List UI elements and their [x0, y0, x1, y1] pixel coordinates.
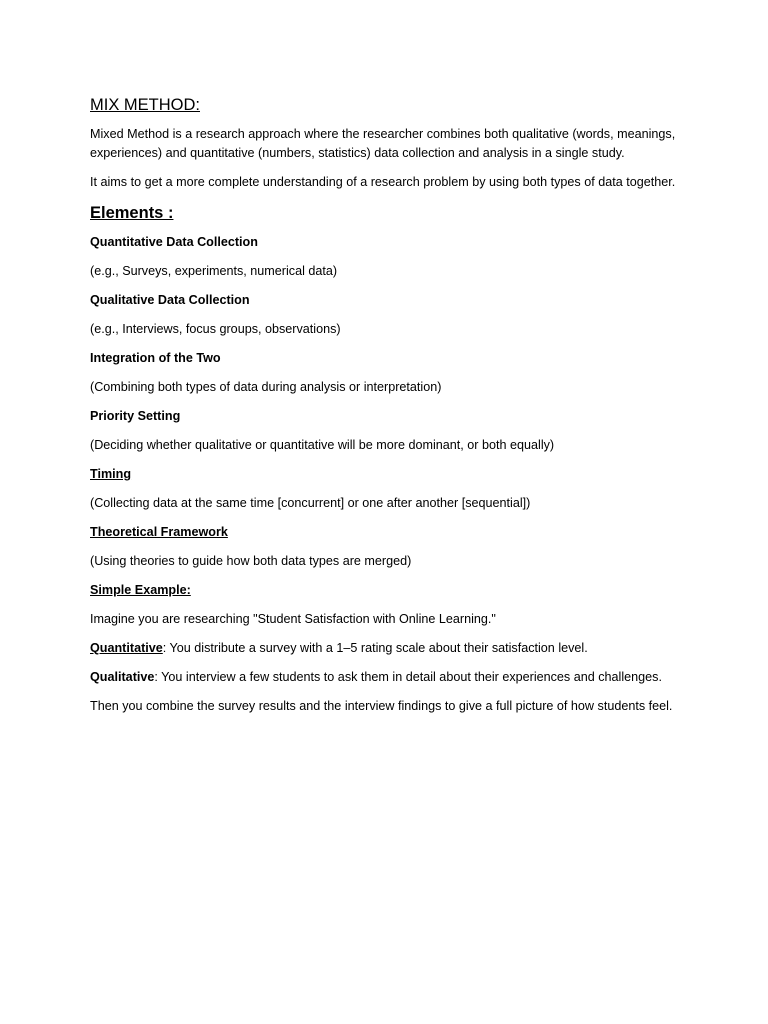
example-conclusion: Then you combine the survey results and the interview findings to give a full picture of how students feel.: [90, 699, 673, 713]
element-heading-framework: Theoretical Framework: [90, 525, 228, 539]
element-desc-priority: (Deciding whether qualitative or quantitative will be more dominant, or both equally): [90, 438, 555, 452]
example-quantitative-text: : You distribute a survey with a 1–5 rating scale about their satisfaction level.: [162, 641, 588, 655]
element-heading-integration: Integration of the Two: [90, 351, 221, 365]
example-intro: Imagine you are researching "Student Satisfaction with Online Learning.": [90, 612, 496, 626]
example-qualitative-label: Qualitative: [90, 670, 155, 684]
document-page: [90, 94, 680, 726]
element-desc-qualitative: (e.g., Interviews, focus groups, observations): [90, 322, 341, 336]
example-heading: Simple Example:: [90, 583, 191, 597]
element-heading-timing: Timing: [90, 467, 132, 481]
element-desc-quantitative: (e.g., Surveys, experiments, numerical data): [90, 264, 338, 278]
example-qualitative-text: : You interview a few students to ask them in detail about their experiences and challenges.: [154, 670, 662, 684]
element-desc-integration: (Combining both types of data during analysis or interpretation): [90, 380, 442, 394]
page-title: MIX METHOD:: [90, 96, 200, 114]
element-desc-framework: (Using theories to guide how both data types are merged): [90, 554, 412, 568]
element-heading-priority: Priority Setting: [90, 409, 181, 423]
element-heading-quantitative: Quantitative Data Collection: [90, 235, 258, 249]
intro-paragraph-2: It aims to get a more complete understanding of a research problem by using both types of data together.: [90, 175, 676, 189]
element-heading-qualitative: Qualitative Data Collection: [90, 293, 250, 307]
example-quantitative-label: Quantitative: [90, 641, 163, 655]
elements-heading: Elements :: [90, 204, 174, 222]
intro-paragraph-1: Mixed Method is a research approach where the researcher combines both qualitative (words, meanings, experiences) and quantitative (numbers, statistics) data collection and analysis in a single study.: [90, 127, 676, 160]
example-qualitative: [90, 668, 680, 687]
example-quantitative: [90, 639, 680, 658]
element-desc-timing: (Collecting data at the same time [concurrent] or one after another [sequential]): [90, 496, 531, 510]
